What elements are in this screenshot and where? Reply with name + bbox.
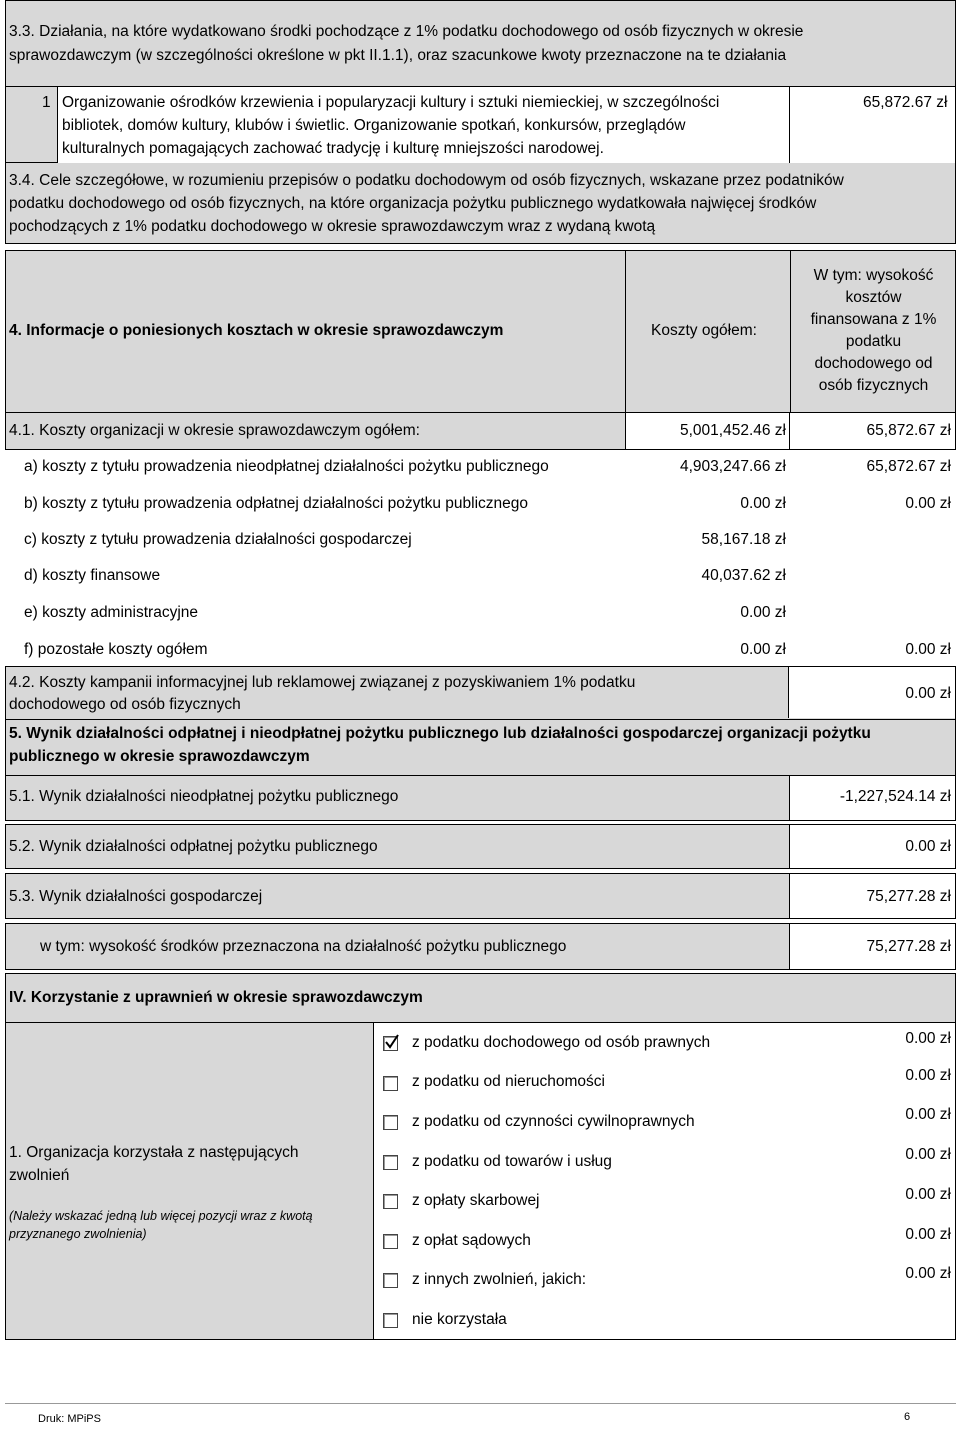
col-1pct-line: podatku xyxy=(845,333,902,350)
section-3-4-line2: podatku dochodowego od osób fizycznych, na które organizacja pożytku publicznego wydatkowała najwięcej środków xyxy=(9,195,817,212)
section-3-3-row-text-line1: Organizowanie ośrodków krzewienia i popularyzacji kultury i sztuki niemieckiej, w szczególności xyxy=(62,94,720,111)
exemption-label: z opłat sądowych xyxy=(412,1232,531,1249)
row-c-label: c) koszty z tytułu prowadzenia działalności gospodarczej xyxy=(24,531,412,548)
exemption-amount: 0.00 zł xyxy=(905,1030,951,1047)
row-5-2-value: 0.00 zł xyxy=(905,838,951,855)
row-4-1-total: 5,001,452.46 zł xyxy=(679,422,786,439)
section-5-title-line2: publicznego w okresie sprawozdawczym xyxy=(9,748,310,765)
section-iv-note-line2: przyznanego zwolnienia) xyxy=(9,1227,147,1241)
col-1pct-line: osób fizycznych xyxy=(818,377,929,394)
section-3-3-row-text-line3: kulturalnych pomagających zachować tradycję i kulturę mniejszości narodowej. xyxy=(62,140,604,157)
section-iv-label-line2: zwolnień xyxy=(9,1167,70,1184)
row-b-label: b) koszty z tytułu prowadzenia odpłatnej działalności pożytku publicznego xyxy=(24,495,529,512)
row-b-pct: 0.00 zł xyxy=(905,495,951,512)
exemption-checkbox[interactable] xyxy=(383,1234,398,1249)
exemption-label: z podatku od towarów i usług xyxy=(412,1153,612,1170)
row-5-3-sub-label: w tym: wysokość środków przeznaczona na działalność pożytku publicznego xyxy=(40,938,567,955)
row-b-total: 0.00 zł xyxy=(740,495,786,512)
col-1pct-line: finansowana z 1% xyxy=(810,311,937,328)
col-1pct-line: kosztów xyxy=(845,289,902,306)
row-d-total: 40,037.62 zł xyxy=(701,567,786,584)
row-5-3-value: 75,277.28 zł xyxy=(866,888,951,905)
exemption-label: z innych zwolnień, jakich: xyxy=(412,1271,587,1288)
row-4-1-pct: 65,872.67 zł xyxy=(866,422,951,439)
section-iv-title: IV. Korzystanie z uprawnień w okresie sprawozdawczym xyxy=(9,989,423,1006)
section-3-3-heading-line1: 3.3. Działania, na które wydatkowano środki pochodzące z 1% podatku dochodowego od osób fizycznych w okresie xyxy=(9,23,804,40)
exemption-checkbox[interactable] xyxy=(383,1313,398,1328)
section-3-3-row-text-line2: bibliotek, domów kultury, klubów i świetlic. Organizowanie spotkań, konkursów, przeglądów xyxy=(62,117,686,134)
row-e-label: e) koszty administracyjne xyxy=(24,604,199,621)
exemption-label: nie korzystała xyxy=(412,1311,507,1328)
row-4-2-value: 0.00 zł xyxy=(905,685,951,702)
section-3-4-line3: pochodzących z 1% podatku dochodowego w okresie sprawozdawczym wraz z wydaną kwotą xyxy=(9,218,656,235)
row-a-pct: 65,872.67 zł xyxy=(866,458,951,475)
row-f-label: f) pozostałe koszty ogółem xyxy=(24,641,208,658)
row-a-label: a) koszty z tytułu prowadzenia nieodpłatnej działalności pożytku publicznego xyxy=(24,458,549,475)
section-3-3-row-number: 1 xyxy=(42,94,51,111)
section-3-4-line1: 3.4. Cele szczegółowe, w rozumieniu przepisów o podatku dochodowym od osób fizycznych, wskazane przez podatników xyxy=(9,172,844,189)
exemption-checkbox[interactable] xyxy=(383,1194,398,1209)
exemption-amount: 0.00 zł xyxy=(905,1186,951,1203)
page-number: 6 xyxy=(904,1411,911,1423)
row-e-total: 0.00 zł xyxy=(740,604,786,621)
exemption-checkbox[interactable] xyxy=(383,1155,398,1170)
section-iv-label-line1: 1. Organizacja korzystała z następujących xyxy=(9,1144,299,1161)
exemption-label: z podatku od nieruchomości xyxy=(412,1073,606,1090)
col-1pct-line: W tym: wysokość xyxy=(813,267,934,284)
exemption-amount: 0.00 zł xyxy=(905,1226,951,1243)
footer-print: Druk: MPiPS xyxy=(38,1413,101,1425)
section-4-col-1pct xyxy=(791,265,956,397)
row-f-total: 0.00 zł xyxy=(740,641,786,658)
row-5-3-label: 5.3. Wynik działalności gospodarczej xyxy=(9,888,263,905)
section-4-title: 4. Informacje o poniesionych kosztach w okresie sprawozdawczym xyxy=(9,322,504,339)
check-icon xyxy=(383,1033,401,1051)
row-f-pct: 0.00 zł xyxy=(905,641,951,658)
section-4-top-line xyxy=(5,250,956,251)
row-c-total: 58,167.18 zł xyxy=(701,531,786,548)
exemption-amount: 0.00 zł xyxy=(905,1265,951,1282)
exemption-amount: 0.00 zł xyxy=(905,1106,951,1123)
section-3-3-header xyxy=(5,0,956,87)
row-4-2-label-line2: dochodowego od osób fizycznych xyxy=(9,696,241,713)
exemption-checkbox[interactable] xyxy=(383,1036,398,1051)
exemption-amount: 0.00 zł xyxy=(905,1067,951,1084)
row-d-label: d) koszty finansowe xyxy=(24,567,161,584)
exemption-label: z opłaty skarbowej xyxy=(412,1192,540,1209)
exemption-label: z podatku dochodowego od osób prawnych xyxy=(412,1034,711,1051)
exemption-checkbox[interactable] xyxy=(383,1115,398,1130)
footer-line xyxy=(5,1403,956,1404)
row-4-1-label: 4.1. Koszty organizacji w okresie sprawozdawczym ogółem: xyxy=(9,422,420,439)
exemption-checkbox[interactable] xyxy=(383,1273,398,1288)
section-4-col-total: Koszty ogółem: xyxy=(651,322,757,339)
rows-a-f-block xyxy=(5,449,956,667)
col-1pct-line: dochodowego od xyxy=(814,355,933,372)
row-5-2-label: 5.2. Wynik działalności odpłatnej pożytku publicznego xyxy=(9,838,378,855)
section-3-3-heading-line2: sprawozdawczym (w szczególności określone w pkt II.1.1), oraz szacunkowe kwoty przeznaczone na te działania xyxy=(9,47,787,64)
row-5-1-value: -1,227,524.14 zł xyxy=(839,788,951,805)
exemption-amount: 0.00 zł xyxy=(905,1146,951,1163)
exemption-label: z podatku od czynności cywilnoprawnych xyxy=(412,1113,695,1130)
row-5-1-label: 5.1. Wynik działalności nieodpłatnej pożytku publicznego xyxy=(9,788,399,805)
section-iv-note-line1: (Należy wskazać jedną lub więcej pozycji wraz z kwotą xyxy=(9,1209,313,1223)
row-a-total: 4,903,247.66 zł xyxy=(679,458,786,475)
exemption-checkbox[interactable] xyxy=(383,1076,398,1091)
row-4-2-label-line1: 4.2. Koszty kampanii informacyjnej lub reklamowej związanej z pozyskiwaniem 1% podatku xyxy=(9,674,636,691)
section-5-title-line1: 5. Wynik działalności odpłatnej i nieodpłatnej pożytku publicznego lub działalności gospodarczej organizacji pożytku xyxy=(9,725,871,742)
section-3-3-row-amount: 65,872.67 zł xyxy=(863,94,948,111)
row-5-3-sub-value: 75,277.28 zł xyxy=(866,938,951,955)
section-4-col-divider-1 xyxy=(625,250,626,412)
